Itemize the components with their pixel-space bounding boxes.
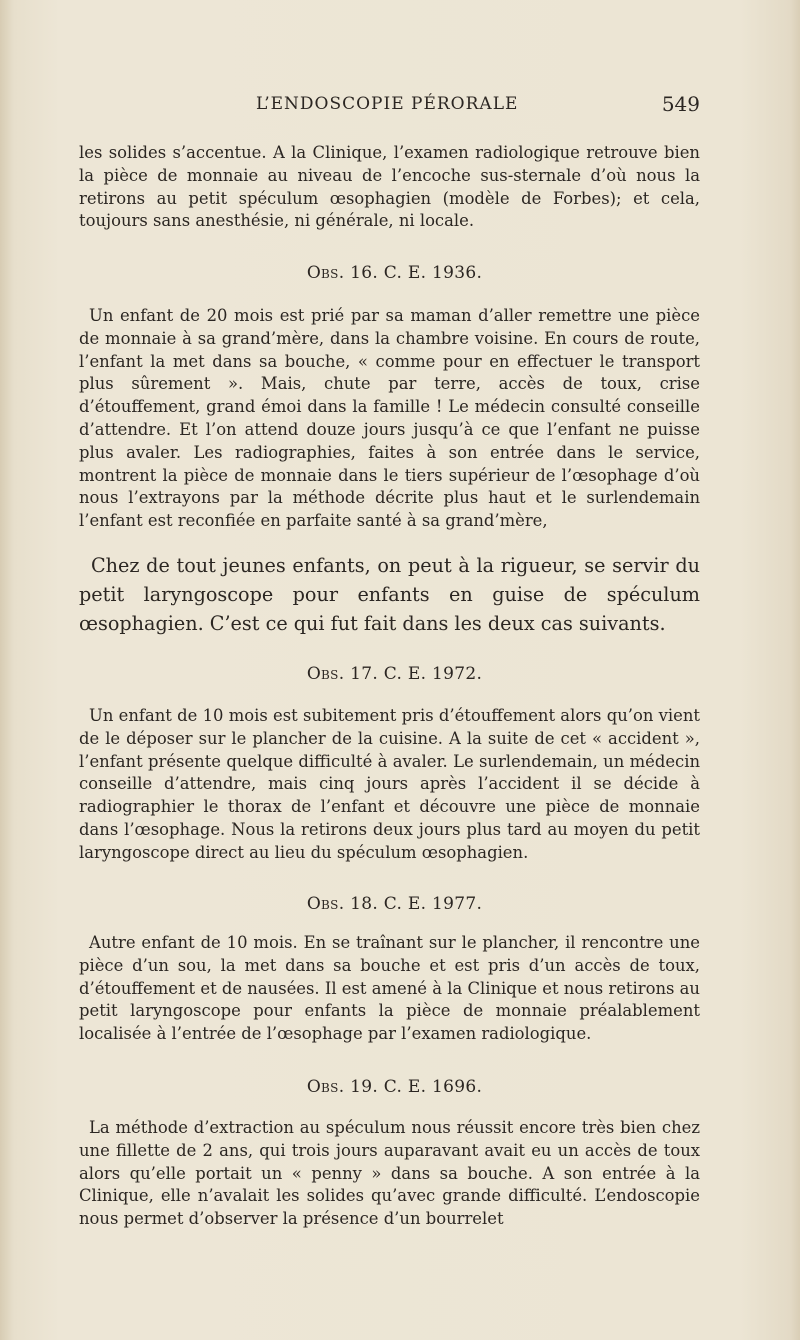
paragraph-text: Chez de tout jeunes enfants, on peut à la rigueur, se servir du petit laryngoscope pour enfants en guise de spéculum œsophagien. C’est ce qui fut fait dans les deux cas suivants. bbox=[79, 554, 700, 635]
running-title: L’ENDOSCOPIE PÉRORALE bbox=[256, 94, 519, 114]
obs-label: Obs. bbox=[306, 263, 345, 283]
observation-17-text bbox=[79, 705, 700, 865]
paragraph-text: Un enfant de 20 mois est prié par sa maman d’aller remettre une pièce de monnaie à sa grand’mère, dans la chambre voisine. En cours de route, l’enfant la met dans sa bouche, « comme pour en effectuer le transport plus sûrement ». Mais, chute par terre, accès de toux, crise d’étouffement, grand émoi dans la famille ! Le médecin consulté conseille d’attendre. Et l’on attend douze jours jusqu’à ce que l’enfant ne puisse plus avaler. Les radiographies, faites à son entrée dans le service, montrent la pièce de monnaie dans le tiers supérieur de l’œsophage d’où nous l’extrayons par la méthode décrite plus haut et le surlendemain l’enfant est reconfiée en parfaite santé à sa grand’mère, bbox=[79, 306, 700, 531]
observation-heading-19 bbox=[79, 1077, 700, 1097]
obs-reference: 16. C. E. 1936. bbox=[350, 263, 483, 283]
paragraph-text: les solides s’accentue. A la Clinique, l’examen radiologique retrouve bien la pièce de monnaie au niveau de l’encoche sus-sternale d’où nous la retirons au petit spéculum œsophagien (modèle de Forbes); et cela, toujours sans anesthésie, ni générale, ni locale. bbox=[79, 143, 700, 231]
paragraph-text: La méthode d’extraction au spéculum nous réussit encore très bien chez une fillette de 2 ans, qui trois jours auparavant avait eu un accès de toux alors qu’elle portait un « penny » dans sa bouche. A son entrée à la Clinique, elle n’avalait les solides qu’avec grande difficulté. L’endoscopie nous permet d’observer la présence d’un bourrelet bbox=[79, 1118, 700, 1229]
page-number: 549 bbox=[661, 92, 700, 116]
obs-label: Obs. bbox=[306, 1077, 345, 1097]
obs-label: Obs. bbox=[306, 894, 345, 914]
paragraph-continuation bbox=[79, 142, 700, 233]
observation-19-text bbox=[79, 1117, 700, 1231]
running-header bbox=[79, 94, 700, 124]
obs-reference: 19. C. E. 1696. bbox=[350, 1077, 483, 1097]
obs-reference: 18. C. E. 1977. bbox=[350, 894, 483, 914]
observation-18-text bbox=[79, 932, 700, 1046]
observation-heading-17 bbox=[79, 664, 700, 684]
observation-16-text bbox=[79, 305, 700, 533]
observation-heading-16 bbox=[79, 263, 700, 283]
paragraph-laryngoscope-note bbox=[79, 551, 700, 638]
paragraph-text: Un enfant de 10 mois est subitement pris d’étouffement alors qu’on vient de le déposer sur le plancher de la cuisine. A la suite de cet « accident », l’enfant présente quelque difficulté à avaler. Le surlendemain, un médecin conseille d’attendre, mais cinq jours après l’accident il se décide à radiographier le thorax de l’enfant et découvre une pièce de monnaie dans l’œsophage. Nous la retirons deux jours plus tard au moyen du petit laryngoscope direct au lieu du spéculum œsophagien. bbox=[79, 706, 700, 862]
obs-label: Obs. bbox=[306, 664, 345, 684]
observation-heading-18 bbox=[79, 894, 700, 914]
paragraph-text: Autre enfant de 10 mois. En se traînant sur le plancher, il rencontre une pièce d’un sou, la met dans sa bouche et est pris d’un accès de toux, d’étouffement et de nausées. Il est amené à la Clinique et nous retirons au petit laryngoscope pour enfants la pièce de monnaie préalablement localisée à l’entrée de l’œsophage par l’examen radiologique. bbox=[79, 933, 700, 1044]
obs-reference: 17. C. E. 1972. bbox=[350, 664, 483, 684]
